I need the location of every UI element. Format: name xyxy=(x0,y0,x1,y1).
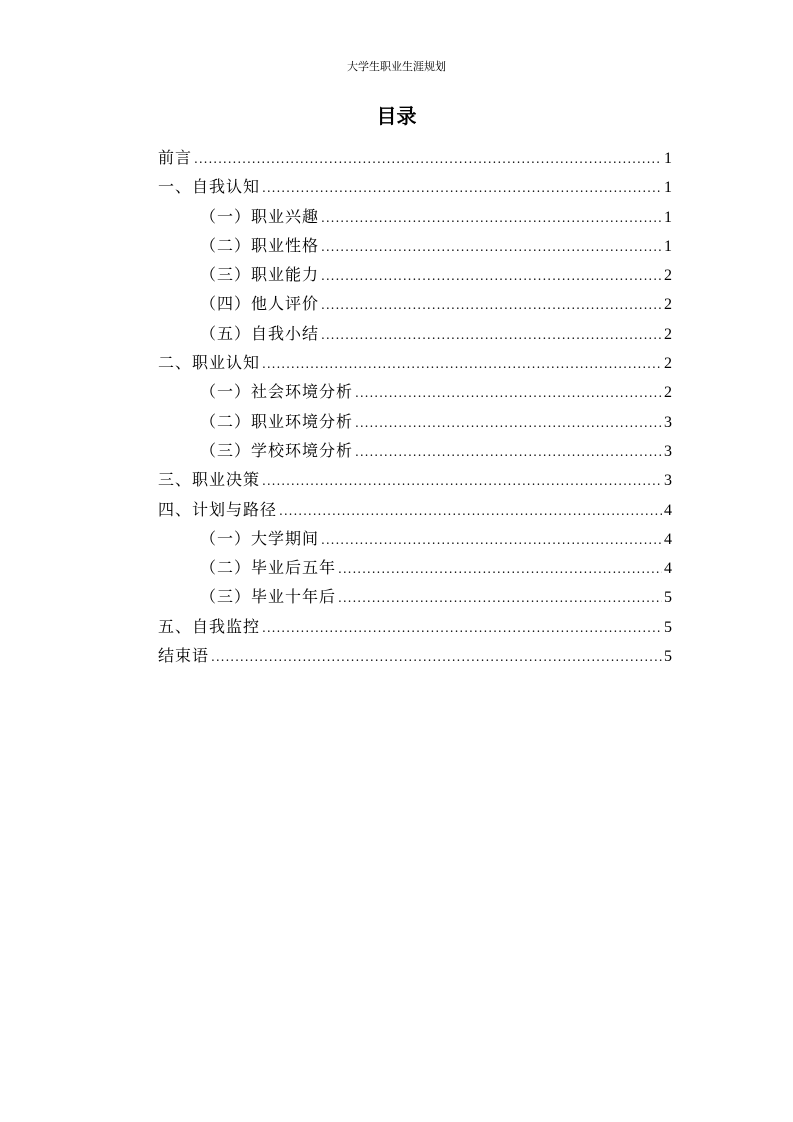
toc-entry[interactable] xyxy=(158,202,672,231)
toc-entry-label: 三、职业决策 xyxy=(158,470,261,490)
toc-page-number: 3 xyxy=(664,413,672,431)
toc-entry[interactable] xyxy=(158,172,672,201)
toc-entry-label: 四、计划与路径 xyxy=(158,499,278,519)
toc-page-number: 5 xyxy=(664,648,672,666)
toc-dot-leader xyxy=(321,204,662,233)
toc-entry[interactable] xyxy=(158,465,672,494)
toc-entry-label: 五、自我监控 xyxy=(158,616,261,636)
running-header: 大学生职业生涯规划 xyxy=(347,60,446,73)
toc-entry[interactable] xyxy=(158,612,672,641)
toc-page-number: 2 xyxy=(664,384,672,402)
table-of-contents xyxy=(158,143,672,670)
toc-entry[interactable] xyxy=(158,582,672,611)
toc-page-number: 2 xyxy=(664,267,672,285)
toc-entry[interactable] xyxy=(158,377,672,406)
toc-page-number: 1 xyxy=(664,150,672,167)
toc-entry[interactable] xyxy=(158,348,672,377)
toc-entry[interactable] xyxy=(158,407,672,436)
toc-dot-leader xyxy=(321,233,662,262)
toc-title: 目录 xyxy=(376,104,417,128)
toc-dot-leader xyxy=(321,262,662,291)
toc-entry-label: （四）他人评价 xyxy=(200,294,320,314)
toc-entry[interactable] xyxy=(158,319,672,348)
toc-dot-leader xyxy=(321,291,662,320)
toc-dot-leader xyxy=(262,174,662,203)
toc-entry-label: （一）社会环境分析 xyxy=(200,382,354,402)
toc-page-number: 2 xyxy=(664,325,672,343)
toc-page-number: 1 xyxy=(664,237,672,255)
toc-entry-label: 一、自我认知 xyxy=(158,177,261,197)
toc-entry-label: （二）职业环境分析 xyxy=(200,411,354,431)
toc-entry-label: （三）学校环境分析 xyxy=(200,440,354,460)
toc-entry[interactable] xyxy=(158,641,672,670)
toc-entry-label: 二、职业认知 xyxy=(158,353,261,373)
toc-page-number: 1 xyxy=(664,179,672,197)
toc-dot-leader xyxy=(279,497,662,526)
toc-entry[interactable] xyxy=(158,260,672,289)
toc-page-number: 3 xyxy=(664,472,672,490)
toc-page-number: 4 xyxy=(664,530,672,548)
toc-dot-leader xyxy=(262,467,662,496)
toc-page-number: 3 xyxy=(664,442,672,460)
toc-entry[interactable] xyxy=(158,436,672,465)
toc-entry[interactable] xyxy=(158,231,672,260)
toc-dot-leader xyxy=(338,555,662,584)
toc-page-number: 4 xyxy=(664,501,672,519)
toc-page-number: 2 xyxy=(664,355,672,373)
toc-entry-label: （三）职业能力 xyxy=(200,265,320,285)
toc-dot-leader xyxy=(262,350,662,379)
toc-entry-label: 前言 xyxy=(158,148,193,167)
toc-dot-leader xyxy=(355,409,662,438)
toc-entry-label: （二）职业性格 xyxy=(200,235,320,255)
toc-page-number: 2 xyxy=(664,296,672,314)
toc-entry-label: （一）职业兴趣 xyxy=(200,206,320,226)
toc-entry-label: （三）毕业十年后 xyxy=(200,587,337,607)
toc-entry[interactable] xyxy=(158,553,672,582)
toc-page-number: 4 xyxy=(664,560,672,578)
toc-dot-leader xyxy=(211,643,662,672)
toc-dot-leader xyxy=(355,438,662,467)
toc-dot-leader xyxy=(262,614,662,643)
toc-dot-leader xyxy=(338,584,662,613)
toc-page-number: 1 xyxy=(664,208,672,226)
toc-entry-label: （一）大学期间 xyxy=(200,528,320,548)
toc-dot-leader xyxy=(321,526,662,555)
toc-dot-leader xyxy=(321,321,662,350)
toc-dot-leader xyxy=(355,379,662,408)
toc-entry-label: （二）毕业后五年 xyxy=(200,558,337,578)
toc-entry-label: 结束语 xyxy=(158,646,210,666)
toc-entry-label: （五）自我小结 xyxy=(200,323,320,343)
toc-entry[interactable] xyxy=(158,289,672,318)
toc-page-number: 5 xyxy=(664,589,672,607)
toc-entry[interactable] xyxy=(158,143,672,172)
toc-entry[interactable] xyxy=(158,524,672,553)
toc-entry[interactable] xyxy=(158,495,672,524)
toc-page-number: 5 xyxy=(664,618,672,636)
toc-dot-leader xyxy=(194,145,662,174)
